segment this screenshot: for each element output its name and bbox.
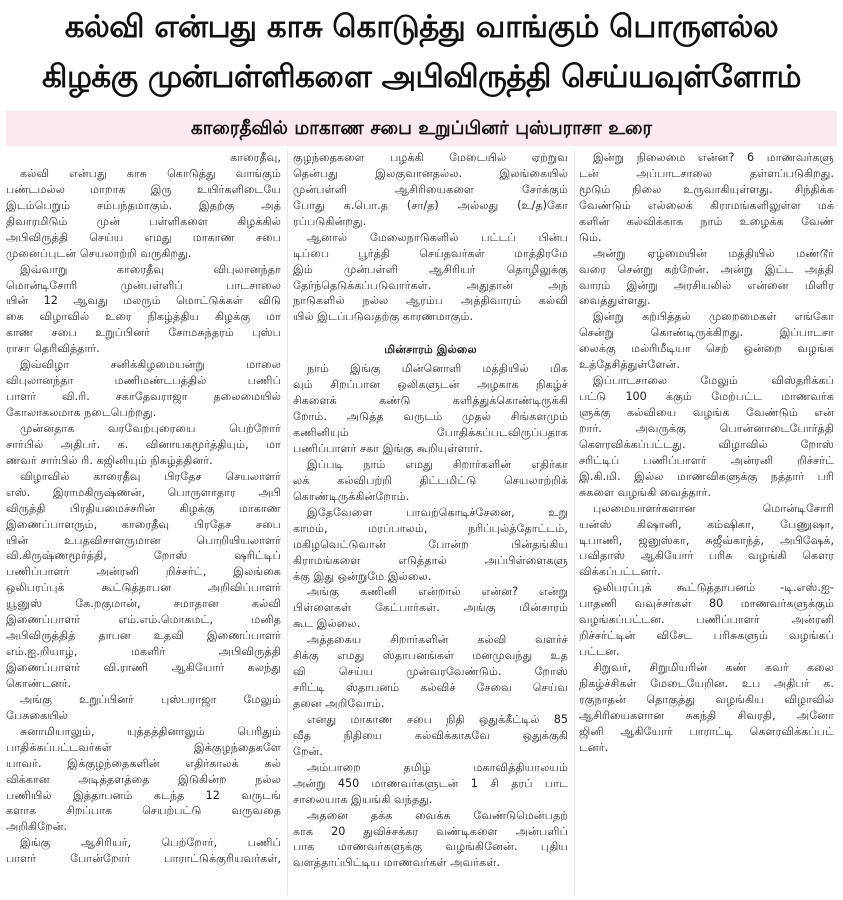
text-line: பாளர் போன்றோர் பாராட்டுக்குரியவர்கள், — [6, 852, 281, 866]
text-line: சுனாமியாலும், யுத்தத்தினாலும் பெரிதும் — [20, 724, 281, 738]
text-line: யின் 12 ஆவது மலரும் மொட்டுக்கள் விடு — [6, 294, 281, 308]
text-line: தென்பது இலகுவானதல்ல. இலங்கையில் — [293, 166, 568, 180]
text-line: எஸ். இராமகிருஷ்ணன், பொருளாதார அபி — [6, 485, 281, 499]
text-line: ணவர் சார்பில் ரி. கஜினியும் நிகழ்த்தினர். — [6, 453, 213, 467]
text-line: கோலாகலமாக நடைபெற்றது. — [6, 406, 157, 419]
text-line: பிள்ளைகள் கேட்பார்கள். அங்கு மின்சாரம் — [293, 601, 568, 615]
text-line: இவ்வாறு காரைதீவு விபுலானந்தா — [20, 262, 281, 276]
text-line: டனர். — [579, 740, 609, 754]
text-line: மகிழவெட்டுவான் போன்ற பின்தங்கிய — [293, 537, 568, 551]
text-line: வி செய்ய முன்வரவேண்டும். றோஸ் — [293, 665, 568, 679]
text-line: சிக்கு எமது ஸ்தாபனங்கள் மனமுவந்து உத — [293, 649, 568, 663]
text-line: வேண்டும் எல்லைக் கிராமங்களிலுள்ள மக் — [579, 198, 834, 212]
article-column-2 — [293, 150, 568, 871]
text-line: இன்று நிலைமை என்ன? 6 மாணவர்களு — [593, 151, 834, 164]
text-line: க்கு இது ஒன்றுமே இல்லை. — [293, 569, 432, 583]
text-line: கூட இல்லை. — [293, 617, 361, 631]
text-line: சென்று கொண்டிருக்கிறது. இப்பாடசா — [579, 326, 834, 340]
text-line: யன்ஸ் கிஷானி, கம்ஷிகா, பேணுஷா, — [579, 517, 834, 531]
text-line: தேர்ந்தெடுக்கப்படுவார்கள். அதுதான் அந் — [293, 278, 568, 292]
text-line: இப்பாடசாலை மேலும் விஸ்தரிக்கப் — [593, 374, 834, 388]
text-line: சாலையாக இயங்கி வந்தது. — [293, 792, 433, 806]
spacer — [293, 325, 568, 339]
text-line: டிப்பை பூர்த்தி செய்தவர்கள் மாத்திரமே — [293, 246, 568, 260]
text-line: ஒலிபரப்புக் கூட்டுத்தாபன அறிவிப்பாளர் — [6, 581, 281, 595]
text-line: நிகழ்ச்சிகள் மேடையேறின. உப அதிபர் க. — [579, 676, 834, 690]
text-line: யில் இடப்படுவதற்கு காரணமாகும். — [293, 310, 474, 324]
column-divider — [574, 150, 575, 895]
text-line: யின் உபதவிசாளருமான பொறியியலாளர் — [6, 533, 281, 547]
text-line: றேன். — [293, 744, 323, 758]
text-line: களின் கல்விக்காக நாம் உழைக்க வேண் — [579, 214, 834, 228]
text-line: சரிட்டிப் பணிப்பாளர் அன்ரனி றிச்சர்ட் — [579, 453, 834, 467]
text-line: பணிப்பாளர் அன்ரனி றிச்சர்ட், இலங்கை — [6, 565, 281, 579]
text-line: டிபாணி, ஜனுஸ்கா, சுஜீவ்காந்த், அபிஷேக், — [579, 533, 834, 547]
text-line: இணைப்பாளரும், காரைதீவு பிரதேச சபை — [6, 517, 281, 531]
text-line: பாதணி வவுச்சர்கள் 80 மாணவர்களுக்கும் — [579, 597, 834, 611]
text-line: பவிதாஸ் ஆகியோர் பரிசு வழங்கி கௌர — [579, 549, 834, 563]
subheadline: காரைதீவில் மாகாண சபை உறுப்பினர் புஸ்பராசா உரை — [190, 118, 653, 139]
text-line: கல்வி என்பது காசு கொடுத்து வாங்கும் — [20, 166, 281, 180]
text-line: யாவர். இக்குழந்தைகளின் எதிர்காலக் கல் — [6, 756, 281, 770]
text-line: எம்.ஐ.றியாழ், மகளிர் அபிவிருத்தி — [6, 645, 281, 659]
text-line: றிச்சர்ட்டின் விசேட பரிசுகளும் வழங்கப் — [579, 629, 834, 643]
text-line: சார்பில் அதிபர். க. வினாயகமூர்த்தியும், மா — [6, 437, 281, 451]
subheadline-banner — [6, 111, 837, 146]
text-line: பட்டு 100 க்கும் மேற்பட்ட மாணவர்க — [579, 390, 834, 404]
text-line: வி.கிருஷ்ணமூர்த்தி, றோஸ் ஷரிட்டிப் — [6, 549, 281, 563]
text-line: வழங்கப்பட்டன. பணிப்பாளர் அன்ரனி — [579, 613, 834, 627]
text-line: பாக மாணவர்களுக்கு வழங்கினேன். புதிய — [293, 840, 568, 854]
text-line: லைக்கு மல்ரிமீடியா செற் ஒன்றை வழங்க — [579, 342, 834, 356]
text-line: அங்கு கணினி என்றால் என்ன? என்று — [307, 585, 568, 599]
text-line: சுகளை வழங்கி வைத்தார். — [579, 485, 712, 499]
text-line: அறிகிறேன். — [6, 820, 68, 834]
text-line: வீத நிதியை கல்விக்காகவே ஒதுக்குகி — [293, 728, 568, 742]
text-line: அத்தகைய சிறார்களின் கல்வி வளர்ச் — [307, 633, 568, 647]
text-line: காண சபை உறுப்பினர் சோமசுந்தரம் புஸ்ப — [6, 326, 281, 340]
text-line: கொண்டனர். — [6, 676, 72, 690]
text-line: இம் முன்பள்ளி ஆசிரியர் தொழிலுக்கு — [293, 262, 568, 276]
text-line: டன் அப்பாடசாலை தள்ளப்படுகிறது. — [579, 166, 834, 180]
text-line: காமம், மரப்பாலம், நரிப்புல்த்தோட்டம், — [293, 521, 568, 535]
text-line: தனை அறிவோம். — [293, 697, 385, 710]
text-line: விபுலானந்தா மணிமண்டபத்தில் பணிப் — [6, 374, 281, 388]
text-line: டும். — [579, 230, 602, 244]
text-line: குழந்தைகளை பழக்கி மேடையில் ஏற்றுவ — [293, 151, 568, 164]
text-line: விழாவில் காரைதீவு பிரதேச செயலாளர் — [20, 469, 281, 483]
text-line: பணிப்பாளர் சகா இங்கு கூறியுள்ளார். — [293, 442, 483, 455]
text-line: வரை சென்று கற்றேன். அன்று இட்ட அத்தி — [579, 262, 834, 276]
text-line: முன்னதாக வரவேற்புரையை பெற்றோர் — [20, 421, 281, 435]
text-line: கணினியும் போதிக்கப்படவிருப்பதாக — [293, 426, 568, 440]
text-line: ராசா தெரிவித்தார். — [6, 342, 100, 356]
text-line: பேசுகையில் — [6, 708, 69, 722]
text-line: கை விழாவில் உரை நிகழ்த்திய கிழக்கு மா — [6, 310, 281, 324]
text-line: இங்கு ஆசிரியர், பெற்றோர், பணிப் — [20, 836, 281, 850]
text-line: சிறுவர், சிறுமியரின் கண் கவர் கலை — [593, 661, 834, 674]
text-line: மூடும் நிலை உருவாகியுள்ளது. சிந்திக்க — [579, 182, 834, 196]
text-line: பாதிக்கப்பட்டவர்கள் இக்குழந்தைகளே — [6, 740, 281, 754]
text-line: சிகளைக் கண்டு களித்துக்கொண்டிருக்கி — [293, 394, 568, 408]
text-line: றார். அவருக்கு பொன்னாடைபோர்த்தி — [579, 421, 834, 435]
text-line: முன்பள்ளி ஆசிரியைகளை சேர்க்கும் — [293, 182, 568, 196]
section-heading: மின்சாரம் இல்லை — [384, 343, 477, 357]
text-line: ஆனால் மேலைநாடுகளில் பட்டப் பின்ப — [307, 230, 568, 244]
column-divider — [287, 150, 288, 895]
text-line: கொண்டிருக்கின்றோம். — [293, 489, 410, 503]
text-line: இப்படி நாம் எமது சிறார்களின் எதிர்கா — [307, 457, 568, 471]
text-line: திவாரமிடும் முன் பள்ளிகளை கிழக்கில் — [6, 214, 281, 228]
text-line: பாளர் வி.ரி. சகாதேவராஜா தலைமையில் — [6, 390, 281, 404]
text-line: அன்று 450 மாணவர்களுடன் 1 சி தரப் பாட — [293, 776, 568, 790]
text-line: யூனுஸ் கே.றகுமான், சமாதான கல்வி — [6, 597, 281, 611]
text-line: ரப்படுகின்றது. — [293, 214, 367, 228]
text-line: லக் கல்விபற்றி திட்டமிட்டு செயலாற்றிக் — [293, 473, 568, 487]
text-line: வாரம் இன்று அரசியலில் என்னை மிளிர — [579, 278, 834, 292]
text-line: அதனை தக்க வைக்க வேண்டுமென்பதற் — [307, 808, 568, 822]
text-line: களாக சிறப்பாக செயற்பட்டு வருவதை — [6, 804, 281, 818]
text-line: அம்பாறை தமிழ் மகாவித்தியாலயம் — [307, 760, 568, 774]
article-column-3 — [579, 150, 834, 756]
text-line: இணைப்பாளர் வி.ராணி ஆகியோர் கலந்து — [6, 661, 281, 674]
text-line: சரிட்டி ஸ்தாபனம் கல்விச் சேவை செய்வ — [293, 681, 568, 695]
text-line: அபிவிருத்தித் தாபன உதவி இணைப்பாளர் — [6, 629, 281, 643]
text-line: இன்று கற்பித்தல் முறைமைகள் எங்கோ — [593, 310, 834, 324]
text-line: இவ்விழா சனிக்கிழமையன்று மாலை — [20, 358, 281, 372]
text-line: முனைப்புடன் செயலாற்றி வருகிறது. — [6, 246, 192, 260]
text-line: ஆசிரியைகளான சுகந்தி சிவரதி, அனோ — [579, 708, 834, 722]
text-line: பணியில் இத்தாபனம் கடந்த 12 வருடங் — [6, 788, 281, 802]
text-line: ளுக்கு கல்வியை வழங்க வேண்டும் என் — [579, 406, 834, 419]
text-line: அன்று ஏழ்மையின் மத்தியில் மண்டூர் — [593, 246, 834, 260]
text-line: எனது மாகாண சபை நிதி ஒதுக்கீட்டில் 85 — [307, 712, 568, 726]
text-line: மொன்டிசோரி முன்பள்ளிப் பாடசாலை — [6, 278, 281, 292]
text-line: அபிவிருத்தி செய்ய எமது மாகாண சபை — [6, 230, 281, 244]
text-line: உத்தேசித்துள்ளேன். — [579, 358, 680, 372]
text-line: வும் சிறப்பான ஒலிகளுடன் அழகாக நிகழ்ச் — [293, 378, 568, 392]
headline-line-2: கிழக்கு முன்பள்ளிகளை அபிவிருத்தி செய்யவுள்ளோம் — [42, 59, 801, 95]
text-line: ரகுநாதன் தொகுத்து வழங்கிய விழாவில் — [579, 692, 834, 706]
article-column-1 — [6, 150, 281, 867]
headline-line-1: கல்வி என்பது காசு கொடுத்து வாங்கும் பொருளல்ல — [64, 9, 779, 45]
text-line: பட்டன. — [579, 645, 620, 659]
text-line: வளத்தாப்பிட்டிய மாணவர்கள் அவர்கள். — [293, 856, 500, 870]
text-line: விருத்தி பிரதியமைச்சரின் கிழக்கு மாகாண — [6, 501, 281, 515]
text-line: இதேவேளை பாவற்கொடிச்சேனை, உறு — [307, 505, 568, 519]
text-line: இணைப்பாளர் எம்.எம்.மொகமட், மனித — [6, 613, 281, 627]
text-line: விக்கப்பட்டனர். — [579, 565, 661, 579]
text-line: கௌரவிக்கப்பட்டது. விழாவில் றோஸ் — [579, 437, 834, 451]
text-line: இடம்பெறும் சம்பந்தமாகும். இதற்கு அத் — [6, 198, 281, 212]
text-line: நாம் இங்கு மின்னொளி மத்தியில் மிக — [307, 362, 568, 376]
text-line: றோம். அடுத்த வருடம் முதல் சிங்களமும் — [293, 410, 568, 424]
text-line: இ.கி.மி. இல்ல மாணவிகளுக்கு நத்தார் பரி — [579, 469, 834, 483]
text-line: புலமையாளர்களான மொன்டிசோரி — [593, 501, 834, 515]
text-line: பண்டமல்ல மாறாக இரு உயிர்களிடையே — [6, 182, 281, 196]
text-line: கிராமங்களை எடுத்தால் அப்பிள்ளைகளு — [293, 553, 568, 567]
text-line: வைத்துள்ளது. — [579, 294, 651, 308]
text-line: நாடுகளில் நல்ல ஆரம்ப அத்திவாரம் கல்வி — [293, 294, 568, 308]
text-line: காக 20 துவிச்சக்கர வண்டிகளை அன்பளிப் — [293, 824, 568, 838]
dateline: காரைதீவு, — [230, 151, 281, 164]
text-line: போது க.பொ.த (சா/த) அல்லது (உ/த)கோ — [293, 198, 568, 212]
text-line: ஜினி ஆகியோர் பாராட்டி கௌரவிக்கப்பட் — [579, 724, 834, 738]
text-line: ஒலிபரப்புக் கூட்டுத்தாபனம் -டி.எஸ்.ஐ- — [593, 581, 834, 595]
text-line: அங்கு உறுப்பினர் புஸ்பராஜா மேலும் — [20, 692, 281, 706]
text-line: விக்கான அடித்தளத்தை இடுகின்ற நல்ல — [6, 772, 281, 786]
